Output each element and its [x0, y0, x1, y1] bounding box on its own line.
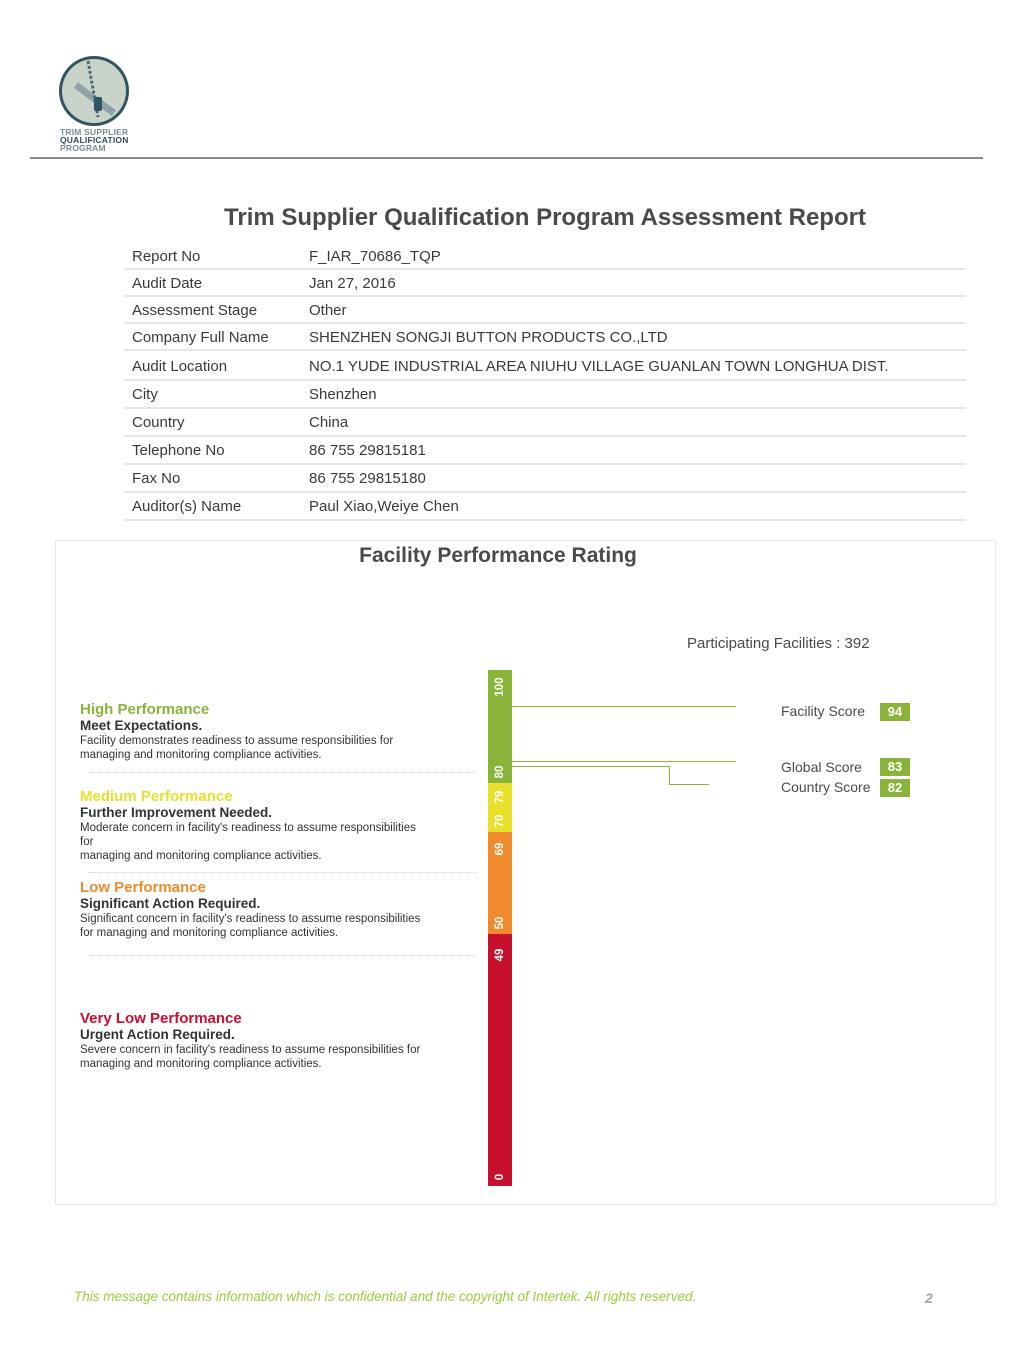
scale-tick-49: 49 — [494, 948, 506, 962]
info-label: Assessment Stage — [132, 302, 258, 319]
band-desc: managing and monitoring compliance activities. — [80, 749, 322, 761]
band-desc: for managing and monitoring compliance activities. — [80, 927, 339, 939]
country-score-line — [669, 784, 709, 785]
info-row-fax — [124, 465, 966, 493]
info-value: Paul Xiao,Weiye Chen — [309, 498, 459, 515]
facility-score-label: Facility Score — [781, 703, 866, 719]
facility-score-badge: 94 — [880, 703, 910, 721]
band-divider — [88, 955, 476, 956]
country-score-badge: 82 — [880, 779, 910, 797]
logo-wordmark — [60, 128, 170, 152]
confidentiality-note: This message contains information which is confidential and the copyright of Intertek. All rights reserved. — [74, 1289, 697, 1304]
info-value: Other — [309, 302, 347, 319]
info-label: City — [132, 386, 158, 403]
info-label: Country — [132, 414, 185, 431]
info-label: Company Full Name — [132, 329, 269, 346]
band-desc: managing and monitoring compliance activities. — [80, 850, 322, 862]
info-row-audit-date — [124, 270, 966, 297]
info-label: Fax No — [132, 470, 181, 487]
logo-line-3: PROGRAM — [60, 143, 106, 153]
scale-tick-79: 79 — [494, 790, 506, 804]
info-row-report-no — [124, 243, 966, 270]
country-score-line — [512, 766, 669, 767]
scale-tick-69: 69 — [494, 842, 506, 856]
info-label: Audit Location — [132, 358, 228, 375]
info-row-audit-location — [124, 351, 966, 381]
band-desc: managing and monitoring compliance activities. — [80, 1058, 322, 1070]
header-divider — [30, 157, 983, 159]
band-medium-performance — [80, 788, 480, 863]
logo-line-2: QUALIFICATION — [60, 135, 129, 145]
band-sub: Further Improvement Needed. — [80, 805, 273, 820]
band-desc: Facility demonstrates readiness to assume responsibilities for — [80, 735, 394, 747]
info-row-city — [124, 381, 966, 409]
country-score-line — [669, 766, 670, 785]
info-value: F_IAR_70686_TQP — [309, 248, 441, 265]
info-value: NO.1 YUDE INDUSTRIAL AREA NIUHU VILLAGE GUANLAN TOWN LONGHUA DIST. — [309, 358, 889, 375]
logo-line-1: TRIM SUPPLIER — [60, 127, 129, 137]
participating-facilities: Participating Facilities : 392 — [687, 635, 870, 652]
info-value: Jan 27, 2016 — [309, 275, 396, 292]
facility-score-line — [512, 706, 736, 707]
report-title: Trim Supplier Qualification Program Assessment Report — [224, 204, 866, 231]
scale-tick-50: 50 — [494, 916, 506, 930]
info-value: 86 755 29815181 — [309, 442, 426, 459]
band-desc: Moderate concern in facility's readiness to assume responsibilities — [80, 822, 416, 834]
info-value: 86 755 29815180 — [309, 470, 426, 487]
band-head: Medium Performance — [80, 788, 233, 805]
global-score-badge: 83 — [880, 758, 910, 776]
band-head: Low Performance — [80, 879, 206, 896]
global-score-line — [512, 761, 736, 762]
band-very-low-performance — [80, 1010, 480, 1071]
info-row-assessment-stage — [124, 297, 966, 324]
info-row-country — [124, 409, 966, 437]
band-head: Very Low Performance — [80, 1010, 242, 1027]
band-sub: Meet Expectations. — [80, 718, 203, 733]
band-desc: Severe concern in facility's readiness to assume responsibilities for — [80, 1044, 421, 1056]
band-head: High Performance — [80, 701, 210, 718]
info-label: Telephone No — [132, 442, 225, 459]
scale-tick-80: 80 — [494, 765, 506, 779]
info-row-company-name — [124, 324, 966, 351]
scale-tick-0: 0 — [494, 1173, 506, 1181]
info-label: Report No — [132, 248, 201, 265]
global-score-label: Global Score — [781, 759, 862, 775]
info-value: SHENZHEN SONGJI BUTTON PRODUCTS CO.,LTD — [309, 329, 668, 346]
band-sub: Significant Action Required. — [80, 896, 261, 911]
scale-tick-70: 70 — [494, 814, 506, 828]
rating-title: Facility Performance Rating — [359, 544, 637, 567]
info-row-auditors — [124, 493, 966, 521]
info-value: China — [309, 414, 349, 431]
band-desc: for — [80, 836, 94, 848]
info-value: Shenzhen — [309, 386, 377, 403]
scale-tick-100: 100 — [494, 677, 506, 697]
tsqp-logo — [58, 55, 130, 127]
info-label: Audit Date — [132, 275, 203, 292]
band-divider — [88, 772, 476, 773]
band-low-performance — [80, 879, 480, 940]
scale-segment-very-low — [488, 934, 512, 1186]
band-desc: Significant concern in facility's readiness to assume responsibilities — [80, 913, 421, 925]
info-row-telephone — [124, 437, 966, 465]
country-score-label: Country Score — [781, 779, 871, 795]
band-sub: Urgent Action Required. — [80, 1027, 235, 1042]
band-divider — [88, 872, 476, 873]
report-info-table — [124, 243, 966, 521]
page-number: 2 — [925, 1290, 933, 1306]
info-label: Auditor(s) Name — [132, 498, 242, 515]
band-high-performance — [80, 701, 480, 762]
